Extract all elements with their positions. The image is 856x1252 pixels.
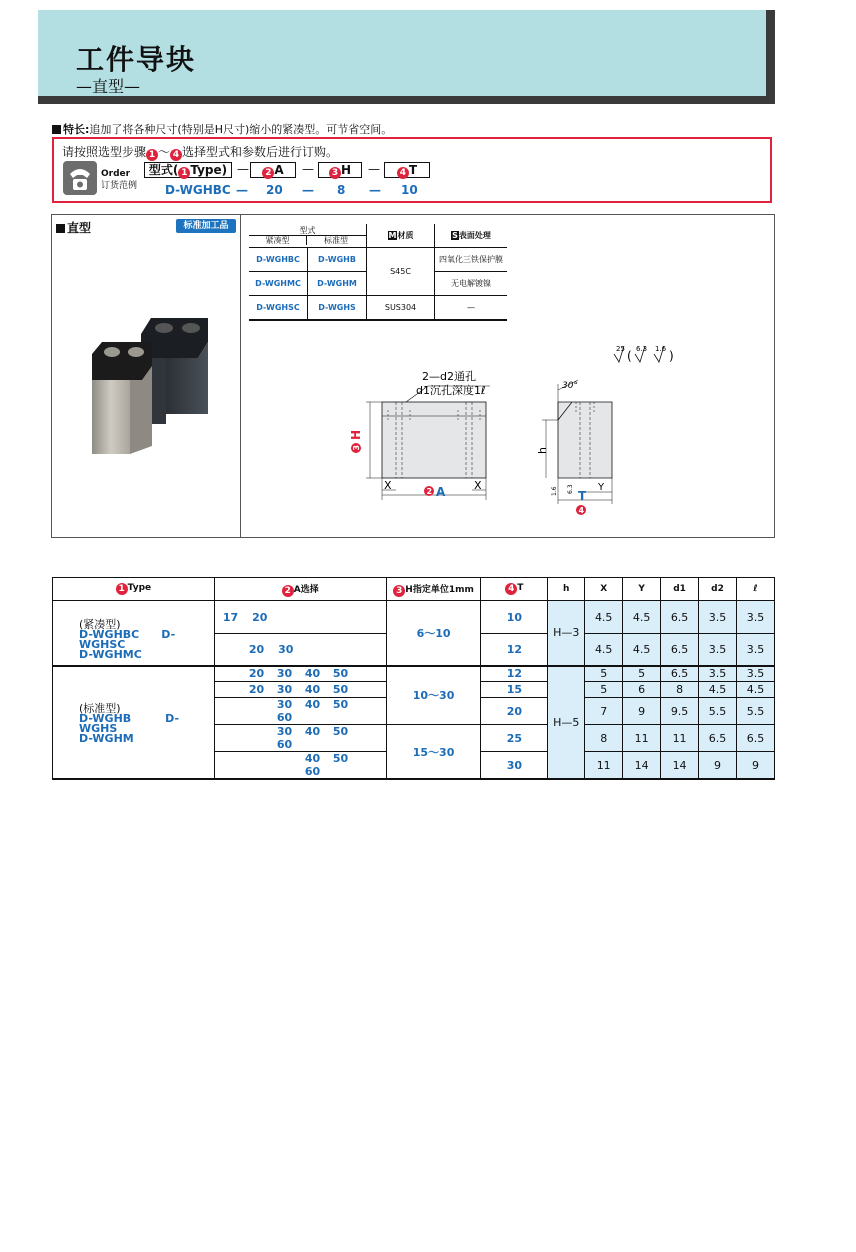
a-option: 20 <box>252 610 268 624</box>
mt-header-material <box>367 224 435 248</box>
a-option: 30 <box>276 698 293 711</box>
mt-cell-standard: D-WGHM <box>308 272 367 296</box>
surface-s-icon: S <box>452 231 458 240</box>
standard-x: 5 <box>585 682 623 698</box>
page-subtitle: —直型— <box>76 77 141 96</box>
compact-t: 12 <box>481 634 548 666</box>
mt-compact-label: 紧凑型 <box>249 236 307 245</box>
step-badge-type: 1 <box>178 167 190 179</box>
drawing-label-h-small: h <box>536 447 549 454</box>
col-t-label: T <box>517 583 524 593</box>
standard-x: 5 <box>585 666 623 682</box>
box-a-label: A <box>274 163 284 177</box>
drawing-badge-a: 2 <box>426 487 433 496</box>
a-option: 50 <box>332 752 349 765</box>
box-t-label: T <box>408 163 418 177</box>
compact-t: 10 <box>481 601 548 634</box>
hole-note-through: 2—d2通孔 <box>422 370 476 383</box>
a-option: 17 <box>222 610 239 624</box>
standard-d2: 3.5 <box>699 666 737 682</box>
a-option: 50 <box>332 667 349 681</box>
a-option: 50 <box>332 683 349 696</box>
drawing-badge-h: 3 <box>352 444 361 451</box>
compact-d1: 6.5 <box>661 634 699 666</box>
standard-y: 5 <box>623 666 661 682</box>
standard-y: 14 <box>623 752 661 780</box>
standard-d1: 9.5 <box>661 698 699 725</box>
standard-d1: 6.5 <box>661 666 699 682</box>
compact-type-row <box>79 627 212 651</box>
mt-cell-compact: D-WGHSC <box>249 296 308 321</box>
order-dash: — <box>302 183 314 197</box>
standard-type-wghs: D-WGHS <box>79 712 180 736</box>
order-dash: — <box>368 162 380 176</box>
a-option: 30 <box>278 642 294 656</box>
a-option: 20 <box>248 667 265 681</box>
mt-surface-label: 表面处理 <box>458 231 491 240</box>
standard-type-wghm: D-WGHM <box>79 732 134 746</box>
compact-d2: 3.5 <box>699 634 737 666</box>
drawing-label-t: T <box>578 489 587 503</box>
order-label-cn: 订货范例 <box>101 181 138 191</box>
panel-title <box>56 219 91 236</box>
order-box-a <box>250 162 296 178</box>
svg-text:(: ( <box>627 349 632 363</box>
mt-header-surface <box>435 224 508 248</box>
standard-a-row <box>214 752 386 780</box>
mt-cell-compact: D-WGHMC <box>249 272 308 296</box>
standard-processing-badge: 标准加工品 <box>176 219 236 233</box>
drawing-label-63: 6.3 <box>567 484 574 494</box>
technical-drawing <box>340 340 700 520</box>
order-value-t: 10 <box>401 183 418 197</box>
step-badge-3: 3 <box>393 585 405 597</box>
a-option: 20 <box>248 683 265 696</box>
col-a-label: A选择 <box>293 584 319 595</box>
compact-l: 3.5 <box>736 601 774 634</box>
compact-d2: 3.5 <box>699 601 737 634</box>
standard-t: 15 <box>481 682 548 698</box>
a-option: 30 <box>276 667 293 681</box>
order-value-a: 20 <box>266 183 283 197</box>
col-header-y: Y <box>623 578 661 601</box>
tilde: ～ <box>158 145 171 159</box>
standard-a-row <box>214 725 386 752</box>
banner-shadow <box>766 10 775 104</box>
standard-type-wghb: D-WGHB <box>79 712 132 726</box>
order-instruction <box>62 143 338 161</box>
compact-h-formula: H—3 <box>548 601 585 666</box>
roughness-63: 6.3 <box>636 345 648 353</box>
standard-t: 30 <box>481 752 548 780</box>
mt-cell-standard: D-WGHS <box>308 296 367 321</box>
compact-d1: 6.5 <box>661 601 699 634</box>
col-header-t <box>481 578 548 601</box>
step-badge-h: 3 <box>329 167 341 179</box>
step-badge-2: 2 <box>282 585 294 597</box>
standard-type-row <box>79 714 212 734</box>
features-text: 追加了将各种尺寸(特别是H尺寸)缩小的紧凑型。可节省空间。 <box>89 123 393 136</box>
compact-y: 4.5 <box>623 634 661 666</box>
col-header-h <box>386 578 481 601</box>
standard-x: 11 <box>585 752 623 780</box>
roughness-16: 1.6 <box>655 345 667 353</box>
a-option: 60 <box>276 711 293 724</box>
step-badge-4: 4 <box>505 583 517 595</box>
order-dash: — <box>237 162 249 176</box>
mt-header-type <box>249 224 367 248</box>
mt-cell-material: S45C <box>367 248 435 296</box>
mt-cell-surface: 无电解镀镍 <box>435 272 508 296</box>
order-label <box>101 168 137 192</box>
drawing-label-a: A <box>436 485 446 499</box>
standard-h-formula: H—5 <box>548 666 585 780</box>
compact-a-row <box>214 601 386 634</box>
bullet-square-icon <box>56 224 65 233</box>
a-option: 50 <box>332 698 349 711</box>
standard-x: 7 <box>585 698 623 725</box>
drawing-label-y: Y <box>598 482 605 493</box>
standard-l: 9 <box>736 752 774 780</box>
side-view-body <box>558 402 612 478</box>
compact-x: 4.5 <box>585 601 623 634</box>
order-dash: — <box>302 162 314 176</box>
a-option: 40 <box>304 752 321 765</box>
instruction-prefix: 请按照选型步骤 <box>62 145 147 159</box>
col-h-label: H指定单位1mm <box>405 584 474 595</box>
a-option: 30 <box>276 725 293 738</box>
product-photo <box>86 314 216 464</box>
box-h-label: H <box>340 163 352 177</box>
drawing-label-16: 1.6 <box>551 486 558 496</box>
standard-d1: 8 <box>661 682 699 698</box>
standard-l: 6.5 <box>736 725 774 752</box>
front-view-body <box>382 402 486 478</box>
compact-type-wghbc: D-WGHBC <box>79 627 140 641</box>
step-badge-1: 1 <box>146 149 158 161</box>
standard-y: 11 <box>623 725 661 752</box>
order-box-h <box>318 162 362 178</box>
material-m-icon: M <box>388 231 397 240</box>
standard-l: 4.5 <box>736 682 774 698</box>
features-line <box>52 121 392 137</box>
drawing-label-angle: 30° <box>562 381 578 391</box>
box-type-label: Type) <box>190 163 228 177</box>
standard-d2: 6.5 <box>699 725 737 752</box>
panel-title-text: 直型 <box>67 221 92 235</box>
compact-type-cell <box>53 601 215 666</box>
a-option: 60 <box>304 765 321 778</box>
page-title: 工件导块 <box>76 43 197 76</box>
banner-shadow-bottom <box>38 96 775 104</box>
a-option: 40 <box>304 683 321 696</box>
mt-type-label: 型式 <box>249 226 366 236</box>
mt-material-label: 材质 <box>397 231 414 240</box>
compact-l: 3.5 <box>736 634 774 666</box>
standard-d1: 11 <box>661 725 699 752</box>
features-label: 特长: <box>63 123 90 136</box>
order-dash: — <box>369 183 381 197</box>
box-type-prefix: 型式( <box>148 163 179 177</box>
mt-cell-surface: — <box>435 296 508 321</box>
standard-h-range-2: 15～30 <box>386 725 481 780</box>
drawing-label-x-right: X <box>474 479 482 492</box>
standard-t: 25 <box>481 725 548 752</box>
step-badge-a: 2 <box>262 167 274 179</box>
standard-l: 3.5 <box>736 666 774 682</box>
drawing-label-h: H <box>349 429 363 440</box>
standard-d2: 4.5 <box>699 682 737 698</box>
col-header-a <box>214 578 386 601</box>
standard-a-row <box>214 666 386 682</box>
phone-order-icon <box>62 160 98 196</box>
a-option: 30 <box>276 683 293 696</box>
standard-y: 6 <box>623 682 661 698</box>
order-value-h: 8 <box>337 183 346 197</box>
standard-a-row <box>214 682 386 698</box>
standard-d2: 5.5 <box>699 698 737 725</box>
mt-cell-surface: 四氧化三铁保护膜 <box>435 248 508 272</box>
col-header-d1: d1 <box>661 578 699 601</box>
order-label-en: Order <box>101 169 131 179</box>
mt-cell-compact: D-WGHBC <box>249 248 308 272</box>
standard-type-cell <box>53 666 215 780</box>
instruction-suffix: 选择型式和参数后进行订购。 <box>182 145 339 159</box>
drawing-badge-t: 4 <box>578 506 585 515</box>
order-box-t <box>384 162 430 178</box>
col-header-d2: d2 <box>699 578 737 601</box>
col-header-l: ℓ <box>736 578 774 601</box>
col-header-type <box>53 578 215 601</box>
mt-standard-label: 标准型 <box>324 236 348 245</box>
compact-group-label: (紧凑型) <box>79 617 121 631</box>
roughness-25: 25 <box>616 345 625 353</box>
roughness-symbols <box>614 345 674 363</box>
compact-type-wghmc: D-WGHMC <box>79 647 142 661</box>
hole-note-counterbore: d1沉孔深度1ℓ <box>416 384 486 397</box>
standard-t: 20 <box>481 698 548 725</box>
spec-table <box>52 577 775 780</box>
mt-cell-material: SUS304 <box>367 296 435 321</box>
standard-group-label: (标准型) <box>79 702 121 716</box>
compact-h-range: 6～10 <box>386 601 481 666</box>
col-header-x: X <box>585 578 623 601</box>
a-option: 40 <box>304 667 321 681</box>
panel-divider <box>240 214 241 538</box>
standard-x: 8 <box>585 725 623 752</box>
a-option: 40 <box>304 698 321 711</box>
step-badge-4: 4 <box>170 149 182 161</box>
compact-a-row <box>214 634 386 666</box>
a-option: 20 <box>248 642 265 656</box>
col-header-h-small: h <box>548 578 585 601</box>
a-option: 60 <box>276 738 293 751</box>
standard-y: 9 <box>623 698 661 725</box>
order-dash: — <box>236 183 248 197</box>
bullet-square-icon <box>52 125 61 134</box>
a-option: 50 <box>332 725 349 738</box>
standard-l: 5.5 <box>736 698 774 725</box>
mt-cell-standard: D-WGHB <box>308 248 367 272</box>
col-type-label: Type <box>127 583 152 593</box>
material-table <box>249 224 507 321</box>
standard-d2: 9 <box>699 752 737 780</box>
standard-t: 12 <box>481 666 548 682</box>
svg-text:): ) <box>669 349 674 363</box>
compact-y: 4.5 <box>623 601 661 634</box>
standard-h-range-1: 10～30 <box>386 666 481 725</box>
drawing-label-x-left: X <box>384 479 392 492</box>
order-box-type <box>144 162 232 178</box>
compact-x: 4.5 <box>585 634 623 666</box>
step-badge-1: 1 <box>116 583 128 595</box>
standard-a-row <box>214 698 386 725</box>
step-badge-t: 4 <box>397 167 409 179</box>
order-value-type: D-WGHBC <box>165 183 231 197</box>
standard-d1: 14 <box>661 752 699 780</box>
compact-type-wghsc: D-WGHSC <box>79 627 176 651</box>
a-option: 40 <box>304 725 321 738</box>
